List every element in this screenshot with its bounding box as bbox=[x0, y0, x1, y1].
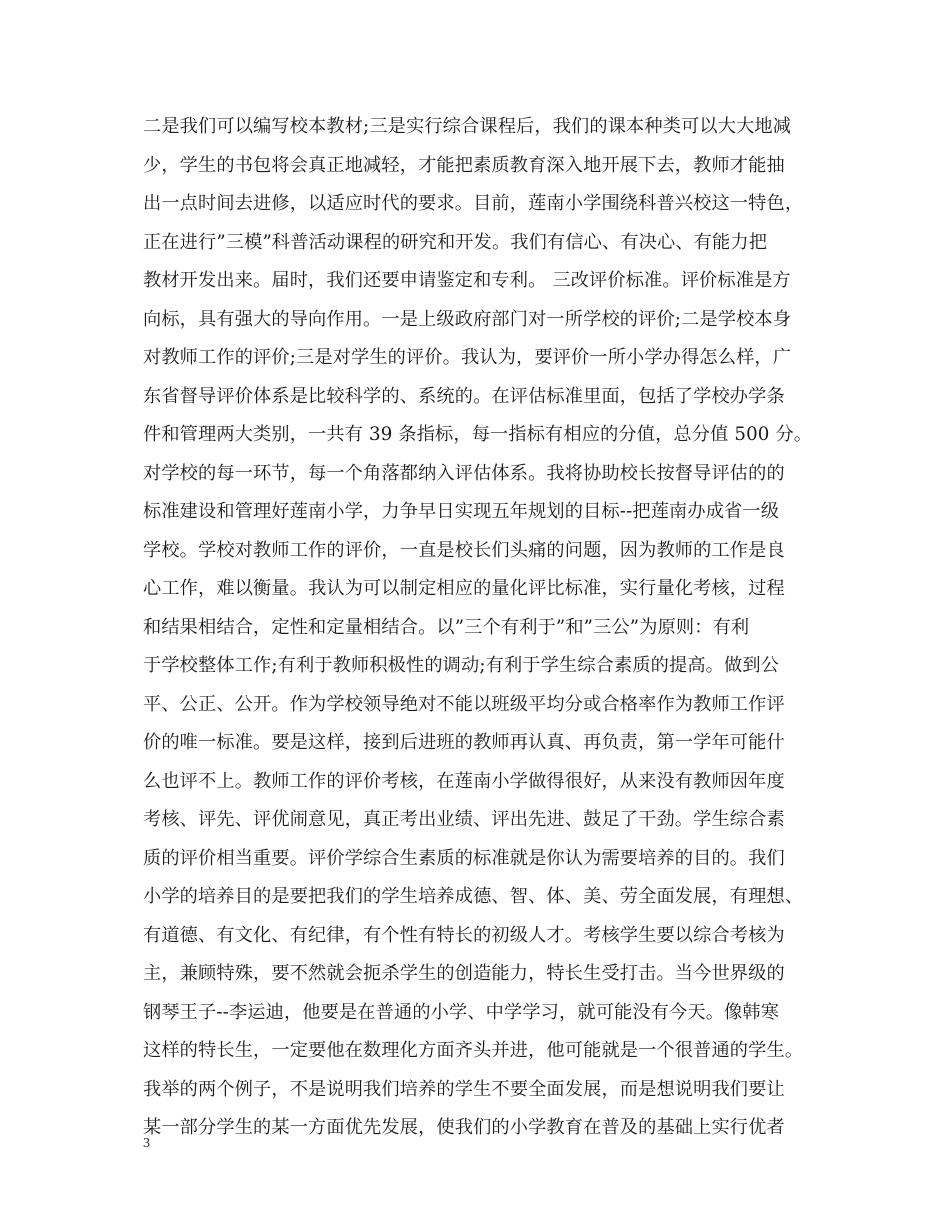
text-line: 学校。学校对教师工作的评价，一直是校长们头痛的问题，因为教师的工作是良 bbox=[143, 539, 785, 561]
text-line: 有道德、有文化、有纪律，有个性有特长的初级人才。考核学生要以综合考核为 bbox=[143, 924, 785, 946]
body-text bbox=[143, 108, 823, 1148]
text-line: 出一点时间去进修，以适应时代的要求。目前，莲南小学围绕科普兴校这一特色， bbox=[143, 193, 804, 214]
text-line: 少，学生的书包将会真正地减轻，才能把素质教育深入地开展下去，教师才能抽 bbox=[143, 154, 785, 176]
text-line: 向标，具有强大的导向作用。一是上级政府部门对一所学校的评价;二是学校本身 bbox=[143, 308, 792, 330]
text-line: 么也评不上。教师工作的评价考核，在莲南小学做得很好，从来没有教师因年度 bbox=[143, 770, 785, 792]
text-line: 正在进行”三模”科普活动课程的研究和开发。我们有信心、有决心、有能力把 bbox=[143, 231, 768, 253]
text-line: 对教师工作的评价;三是对学生的评价。我认为，要评价一所小学办得怎么样，广 bbox=[143, 347, 792, 368]
text-line: 教材开发出来。届时，我们还要申请鉴定和专利。 三改评价标准。评价标准是方 bbox=[143, 270, 791, 291]
text-line: 对学校的每一环节，每一个角落都纳入评估体系。我将协助校长按督导评估的的 bbox=[143, 462, 785, 484]
text-line: 心工作，难以衡量。我认为可以制定相应的量化评比标准，实行量化考核，过程 bbox=[143, 578, 785, 599]
text-line: 考核、评先、评优闹意见，真正考出业绩、评出先进、鼓足了干劲。学生综合素 bbox=[143, 809, 785, 830]
text-line: 主，兼顾特殊，要不然就会扼杀学生的创造能力，特长生受打击。当今世界级的 bbox=[143, 963, 785, 984]
text-line: 钢琴王子--李运迪，他要是在普通的小学、中学学习，就可能没有今天。像韩寒 bbox=[143, 1001, 780, 1023]
text-line: 东省督导评价体系是比较科学的、系统的。在评估标准里面，包括了学校办学条 bbox=[143, 385, 785, 407]
text-line: 二是我们可以编写校本教材;三是实行综合课程后，我们的课本种类可以大大地减 bbox=[143, 116, 792, 137]
text-line: 我举的两个例子，不是说明我们培养的学生不要全面发展，而是想说明我们要让 bbox=[143, 1078, 785, 1100]
text-line: 于学校整体工作;有利于教师积极性的调动;有利于学生综合素质的提高。做到公 bbox=[143, 655, 780, 676]
text-line: 小学的培养目的是要把我们的学生培养成德、智、体、美、劳全面发展，有理想、 bbox=[143, 886, 804, 907]
text-line: 这样的特长生，一定要他在数理化方面齐头并进，他可能就是一个很普通的学生。 bbox=[143, 1040, 804, 1061]
text-line: 某一部分学生的某一方面优先发展，使我们的小学教育在普及的基础上实行优者 bbox=[143, 1117, 785, 1138]
text-line: 和结果相结合，定性和定量相结合。以”三个有利于”和”三公”为原则：有利 bbox=[143, 616, 750, 638]
text-line: 件和管理两大类别，一共有 39 条指标，每一指标有相应的分值，总分值 500 分。 bbox=[143, 424, 813, 445]
page-number: 3 bbox=[143, 1136, 150, 1151]
text-line: 标准建设和管理好莲南小学，力争早日实现五年规划的目标--把莲南办成省一级 bbox=[143, 501, 780, 522]
text-line: 价的唯一标准。要是这样，接到后进班的教师再认真、再负责，第一学年可能什 bbox=[143, 732, 785, 753]
text-line: 质的评价相当重要。评价学综合生素质的标准就是你认为需要培养的目的。我们 bbox=[143, 847, 785, 869]
text-line: 平、公正、公开。作为学校领导绝对不能以班级平均分或合格率作为教师工作评 bbox=[143, 693, 785, 715]
